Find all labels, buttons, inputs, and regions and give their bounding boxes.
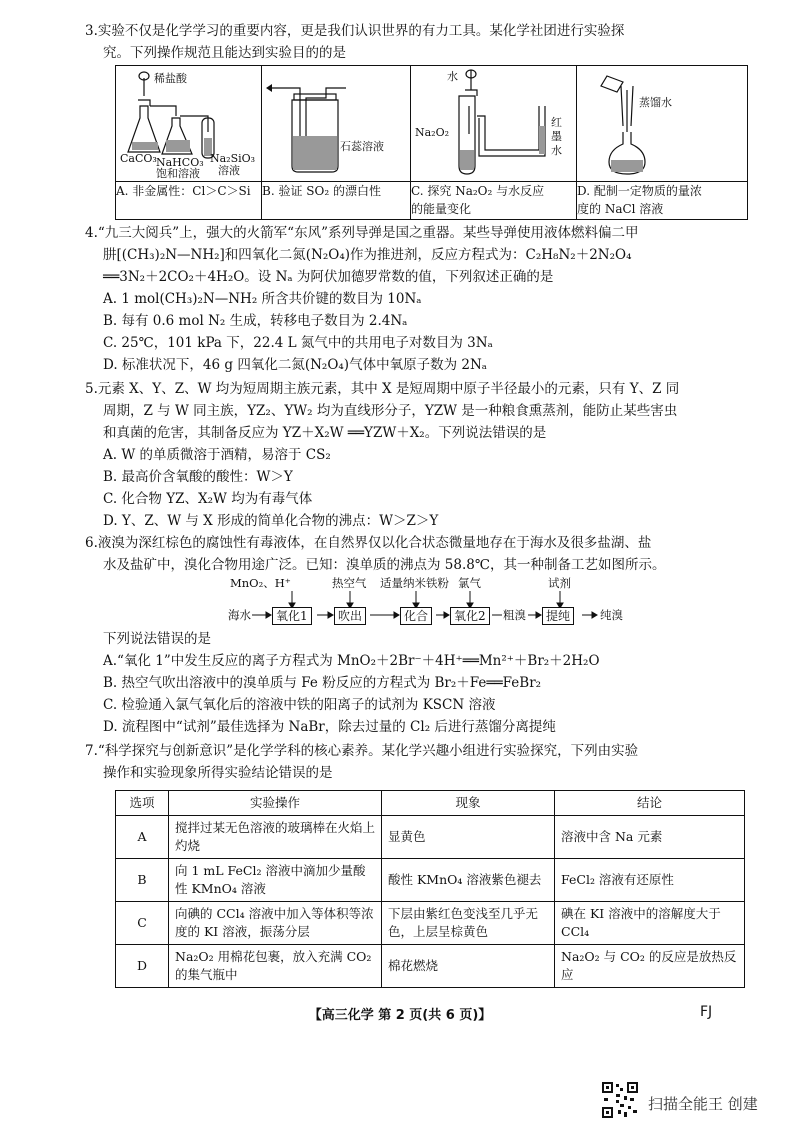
q7-header-operation: 实验操作 — [169, 791, 382, 816]
q6-option-c: C. 检验通入氯气氧化后的溶液中铁的阳离子的试剂为 KSCN 溶液 — [103, 697, 496, 713]
flow-box-oxidation2: 氧化2 — [450, 607, 490, 625]
question-4 — [85, 222, 745, 376]
q4-option-c: C. 25℃，101 kPa 下，22.4 L 氮气中的共用电子对数目为 3Nₐ — [103, 335, 493, 351]
q7-row-d-conclusion: Na₂O₂ 与 CO₂ 的反应是放热反应 — [555, 945, 745, 988]
q7-header-phenomenon: 现象 — [382, 791, 555, 816]
apparatus-b-illustration — [262, 66, 410, 179]
q6-line1: 6.液溴为深红棕色的腐蚀性有毒液体，在自然界仅以化合状态微量地存在于海水及很多盐湖、盐 — [85, 535, 652, 551]
flow-box-oxidation1: 氧化1 — [272, 607, 312, 625]
q7-row-a-conclusion: 溶液中含 Na 元素 — [555, 816, 745, 859]
q7-line2: 操作和实验现象所得实验结论错误的是 — [103, 765, 333, 781]
q4-line3: ══3N₂＋2CO₂＋4H₂O。设 Nₐ 为阿伏加德罗常数的值，下列叙述正确的是 — [103, 269, 554, 285]
label-dilute-hcl: 稀盐酸 — [154, 72, 187, 85]
q4-option-d: D. 标准状况下，46 g 四氧化二氮(N₂O₄)气体中氧原子数为 2Nₐ — [103, 357, 487, 373]
bromine-process-flowchart — [230, 575, 650, 625]
q7-row-b-option: B — [116, 859, 169, 902]
q3-figure-b — [262, 66, 411, 182]
q6-line2: 水及盐矿中，溴化合物用途广泛。已知：溴单质的沸点为 58.8℃，其一种制备工艺如图所示。 — [103, 557, 666, 573]
table-row — [116, 945, 745, 988]
q5-option-d: D. Y、Z、W 与 X 形成的简单化合物的沸点：W＞Z＞Y — [103, 513, 439, 529]
flow-box-purify: 提纯 — [542, 607, 574, 625]
q7-row-a-phenomenon: 显黄色 — [382, 816, 555, 859]
qr-code-icon — [600, 1080, 640, 1120]
flow-start-seawater: 海水 — [228, 608, 251, 622]
q7-row-d-operation: Na₂O₂ 用棉花包裹，放入充满 CO₂ 的集气瓶中 — [169, 945, 382, 988]
label-water-c: 水 — [447, 70, 458, 83]
q3-caption-d — [577, 182, 748, 220]
q7-line1: 7.“科学探究与创新意识”是化学学科的核心素养。某化学兴趣小组进行实验探究，下列由实验 — [85, 743, 639, 759]
flow-end-pure-bromine: 纯溴 — [600, 608, 623, 622]
reagent-hot-air: 热空气 — [332, 576, 367, 590]
q7-table — [115, 790, 745, 988]
label-ink: 墨 — [551, 130, 562, 143]
q7-row-b-conclusion: FeCl₂ 溶液有还原性 — [555, 859, 745, 902]
label-distilled-water: 蒸馏水 — [639, 96, 672, 109]
flow-crude-bromine: 粗溴 — [503, 608, 526, 622]
scanner-watermark: 扫描全能王 创建 — [648, 1095, 758, 1113]
q5-line2: 周期，Z 与 W 同主族，YZ₂、YW₂ 均为直线形分子，YZW 是一种粮食熏蒸剂，能防止某些害虫 — [103, 403, 678, 419]
label-na2o2: Na₂O₂ — [415, 126, 450, 139]
q7-row-d-phenomenon: 棉花燃烧 — [382, 945, 555, 988]
question-3 — [85, 20, 745, 64]
q3-figure-c — [411, 66, 577, 182]
reagent-mno2-h: MnO₂、H⁺ — [230, 576, 291, 590]
q6-option-d: D. 流程图中“试剂”最佳选择为 NaBr，除去过量的 Cl₂ 后进行蒸馏分离提纯 — [103, 719, 556, 735]
q3-stem-line1: 3.实验不仅是化学学习的重要内容，更是我们认识世界的有力工具。某化学社团进行实验探 — [85, 23, 625, 39]
exam-code: FJ — [700, 1004, 713, 1020]
q7-row-b-phenomenon: 酸性 KMnO₄ 溶液紫色褪去 — [382, 859, 555, 902]
table-row — [116, 859, 745, 902]
q3-caption-c-line2: 的能量变化 — [411, 202, 472, 217]
q7-row-a-option: A — [116, 816, 169, 859]
q7-header-option: 选项 — [116, 791, 169, 816]
q3-caption-b: B. 验证 SO₂ 的漂白性 — [262, 182, 411, 220]
q5-line1: 5.元素 X、Y、Z、W 均为短周期主族元素，其中 X 是短周期中原子半径最小的元素，只有 Y、Z 同 — [85, 381, 680, 397]
reagent-chlorine: 氯气 — [458, 576, 481, 590]
q3-figure-a — [116, 66, 262, 182]
q7-row-c-conclusion: 碘在 KI 溶液中的溶解度大于 CCl₄ — [555, 902, 745, 945]
reagent-nano-iron: 适量纳米铁粉 — [380, 576, 449, 590]
q6-ask: 下列说法错误的是 — [103, 631, 211, 647]
q7-row-c-operation: 向碘的 CCl₄ 溶液中加入等体积等浓度的 KI 溶液，振荡分层 — [169, 902, 382, 945]
q3-figure-d — [577, 66, 748, 182]
label-red: 红 — [551, 116, 562, 129]
q7-header-conclusion: 结论 — [555, 791, 745, 816]
q3-figure-table — [115, 65, 748, 220]
q4-option-a: A. 1 mol(CH₃)₂N—NH₂ 所含共价键的数目为 10Nₐ — [103, 291, 422, 307]
flow-box-blow-out: 吹出 — [334, 607, 366, 625]
q7-table-header — [116, 791, 745, 816]
table-row — [116, 816, 745, 859]
q5-option-a: A. W 的单质微溶于酒精，易溶于 CS₂ — [103, 447, 331, 463]
label-caco3: CaCO₃ — [120, 152, 157, 165]
q6-option-b: B. 热空气吹出溶液中的溴单质与 Fe 粉反应的方程式为 Br₂＋Fe══FeBr₂ — [103, 675, 542, 691]
page-footer: 【高三化学 第 2 页(共 6 页)】 — [308, 1008, 492, 1023]
reagent-agent: 试剂 — [548, 576, 571, 590]
apparatus-d-illustration — [577, 66, 747, 179]
q5-option-c: C. 化合物 YZ、X₂W 均为有毒气体 — [103, 491, 313, 507]
question-6-options — [85, 628, 745, 738]
table-row — [116, 902, 745, 945]
label-na2sio3: Na₂SiO₃ — [210, 152, 256, 165]
question-7 — [85, 740, 745, 784]
q6-option-a: A.“氧化 1”中发生反应的离子方程式为 MnO₂＋2Br⁻＋4H⁺══Mn²⁺＋Br₂＋2H₂O — [103, 653, 600, 669]
q5-line3: 和真菌的危害，其制备反应为 YZ＋X₂W ══YZW＋X₂。下列说法错误的是 — [103, 425, 547, 441]
q3-caption-d-line1: D. 配制一定物质的量浓 — [577, 184, 702, 199]
q7-row-d-option: D — [116, 945, 169, 988]
q4-line1: 4.“九三大阅兵”上，强大的火箭军“东风”系列导弹是国之重器。某些导弹使用液体燃料偏二甲 — [85, 225, 639, 241]
label-water-c2: 水 — [551, 144, 562, 157]
label-solution: 溶液 — [218, 164, 240, 177]
label-saturated: 饱和溶液 — [156, 167, 200, 180]
q7-row-b-operation: 向 1 mL FeCl₂ 溶液中滴加少量酸性 KMnO₄ 溶液 — [169, 859, 382, 902]
question-5 — [85, 378, 745, 532]
q3-caption-c — [411, 182, 577, 220]
question-6 — [85, 532, 745, 576]
q3-caption-a: A. 非金属性：Cl＞C＞Si — [116, 182, 262, 220]
label-litmus: 石蕊溶液 — [340, 140, 384, 153]
flow-box-combine: 化合 — [400, 607, 432, 625]
q3-caption-d-line2: 度的 NaCl 溶液 — [577, 202, 664, 217]
q4-line2: 肼[(CH₃)₂N—NH₂]和四氧化二氮(N₂O₄)作为推进剂，反应方程式为：C₂H₈N₂＋2N₂O₄ — [103, 247, 632, 263]
q3-stem-line2: 究。下列操作规范且能达到实验目的的是 — [103, 45, 346, 61]
q7-row-c-option: C — [116, 902, 169, 945]
q4-option-b: B. 每有 0.6 mol N₂ 生成，转移电子数目为 2.4Nₐ — [103, 313, 408, 329]
q3-caption-c-line1: C. 探究 Na₂O₂ 与水反应 — [411, 184, 545, 199]
q5-option-b: B. 最高价含氧酸的酸性：W＞Y — [103, 469, 293, 485]
q7-row-c-phenomenon: 下层由紫红色变浅至几乎无色，上层呈棕黄色 — [382, 902, 555, 945]
label-nahco3: NaHCO₃ — [156, 156, 204, 169]
q7-row-a-operation: 搅拌过某无色溶液的玻璃棒在火焰上灼烧 — [169, 816, 382, 859]
